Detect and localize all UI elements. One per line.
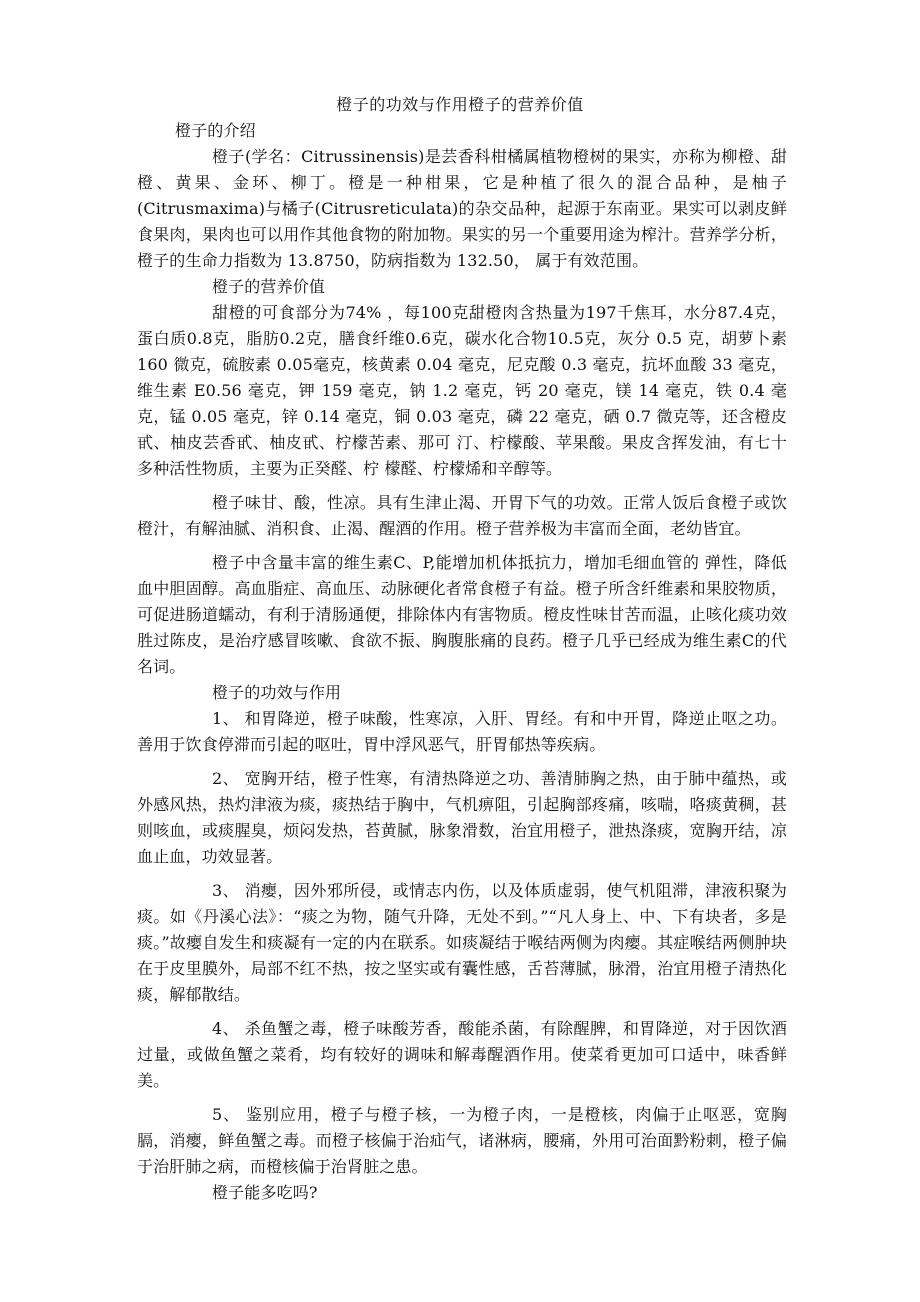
document-body <box>137 118 787 1206</box>
document-title: 橙子的功效与作用橙子的营养价值 <box>336 95 584 114</box>
body-paragraph: 3、 消瘿，因外邪所侵，或情志内伤，以及体质虚弱，使气机阻滞，津液积聚为痰。如《丹溪心法》：“痰之为物，随气升降，无处不到。”“凡人身上、中、下有块者，多是痰。”故瘿自发生和痰凝有一定的内在联系。如痰凝结于喉结两侧为肉瘿。其症喉结两侧肿块在于皮里膜外，局部不红不热，按之坚实或有囊性感，舌苔薄腻，脉滑，治宜用橙子清热化痰，解郁散结。 <box>137 881 787 1004</box>
body-paragraph: 橙子味甘、酸，性凉。具有生津止渴、开胃下气的功效。正常人饭后食橙子或饮橙汁，有解油腻、消积食、止渴、醒酒的作用。橙子营养极为丰富而全面，老幼皆宜。 <box>137 493 787 538</box>
section-heading: 橙子的介绍 <box>175 121 256 140</box>
body-paragraph: 4、 杀鱼蟹之毒，橙子味酸芳香，酸能杀菌，有除醒脾，和胃降逆，对于因饮酒过量，或做鱼蟹之菜肴，均有较好的调味和解毒醒酒作用。使菜肴更加可口适中，味香鲜美。 <box>137 1019 787 1090</box>
section-heading: 橙子能多吃吗? <box>212 1183 318 1202</box>
section-heading: 橙子的营养价值 <box>212 277 326 296</box>
body-paragraph: 橙子(学名：Citrussinensis)是芸香科柑橘属植物橙树的果实，亦称为柳橙、甜橙、黄果、金环、柳丁。橙是一种柑果，它是种植了很久的混合品种，是柚子(Citrusmaxima)与橘子(Citrusreticulata)的杂交品种，起源于东南亚。果实可以剥皮鲜食果肉，果肉也可以用作其他食物的附加物。果实的另一个重要用途为榨汁。营养学分析，橙子的生命力指数为 13.8750，防病指数为 132.50， 属于有效范围。 <box>137 147 787 270</box>
body-paragraph: 1、 和胃降逆，橙子味酸，性寒凉，入肝、胃经。有和中开胃，降逆止呕之功。善用于饮食停滞而引起的呕吐，胃中浮风恶气，肝胃郁热等疾病。 <box>137 709 787 754</box>
body-paragraph: 甜橙的可食部分为74% ，每100克甜橙肉含热量为197千焦耳，水分87.4克，蛋白质0.8克，脂肪0.2克，膳食纤维0.6克，碳水化合物10.5克，灰分 0.5 克，胡萝卜素160 微克，硫胺素 0.05毫克，核黄素 0.04 毫克，尼克酸 0.3 毫克，抗坏血酸 33 毫克，维生素 E0.56 毫克，钾 159 毫克，钠 1.2 毫克，钙 20 毫克，镁 14 毫克，铁 0.4 毫克，锰 0.05 毫克，锌 0.14 毫克，铜 0.03 毫克，磷 22 毫克，硒 0.7 微克等，还含橙皮甙、柚皮芸香甙、柚皮甙、柠檬苦素、那可 汀、柠檬酸、苹果酸。果皮含挥发油，有七十多种活性物质，主要为正癸醛、柠 檬醛、柠檬烯和辛醇等。 <box>137 303 787 478</box>
body-paragraph: 2、 宽胸开结，橙子性寒，有清热降逆之功、善清肺胸之热，由于肺中蕴热，或外感风热，热灼津液为痰，痰热结于胸中，气机痹阻，引起胸部疼痛，咳喘，咯痰黄稠，甚则咳血，或痰腥臭，烦闷发热，苔黄腻，脉象滑数，治宜用橙子，泄热涤痰，宽胸开结，凉血止血，功效显著。 <box>137 769 787 866</box>
body-paragraph: 橙子中含量丰富的维生素C、P,能增加机体抵抗力，增加毛细血管的 弹性，降低血中胆固醇。高血脂症、高血压、动脉硬化者常食橙子有益。橙子所含纤维素和果胶物质，可促进肠道蠕动，有利于清肠通便，排除体内有害物质。橙皮性味甘苦而温，止咳化痰功效胜过陈皮，是治疗感冒咳嗽、食欲不振、胸腹胀痛的良药。橙子几乎已经成为维生素C的代名词。 <box>137 553 787 676</box>
body-paragraph: 5、 鉴别应用，橙子与橙子核，一为橙子肉，一是橙核，肉偏于止呕恶，宽胸膈，消瘿，鲜鱼蟹之毒。而橙子核偏于治疝气，诸淋病，腰痛，外用可治面黔粉刺，橙子偏于治肝肺之病，而橙核偏于治肾脏之患。 <box>137 1105 787 1176</box>
section-heading: 橙子的功效与作用 <box>212 683 342 702</box>
